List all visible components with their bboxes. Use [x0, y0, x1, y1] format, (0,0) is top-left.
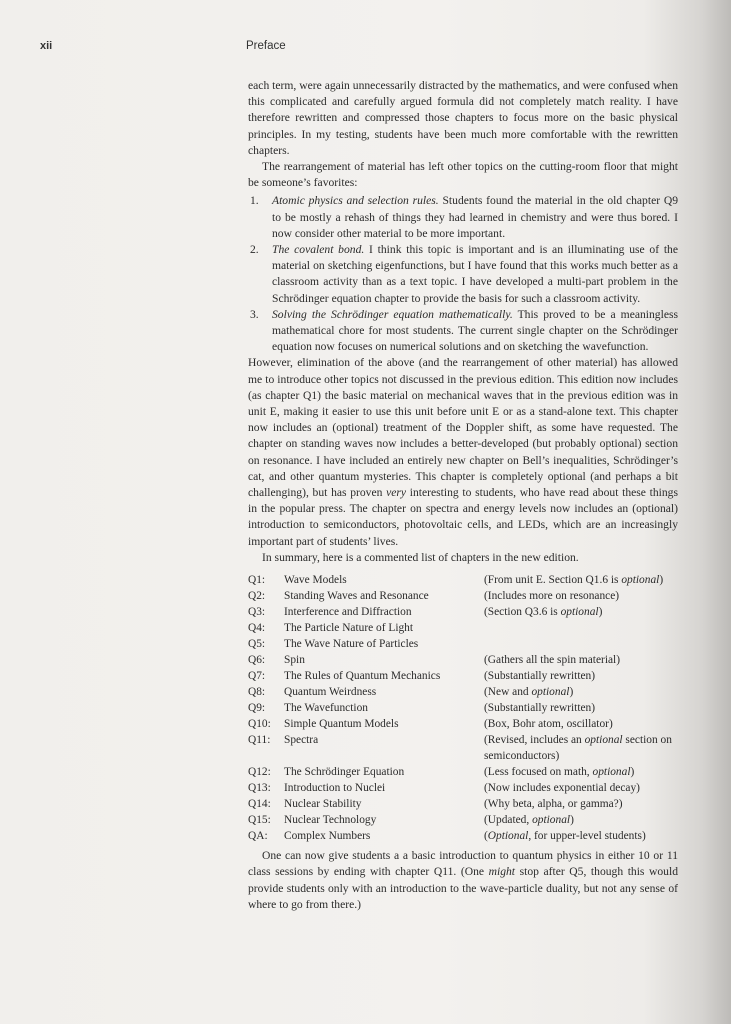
chapter-code: Q8: [248, 686, 266, 699]
chapter-title: The Schrödinger Equation [284, 766, 405, 779]
paragraph-closing: One can now give students a a basic introduction to quantum physics in either 10 or 11 class sessions by ending with chapter Q11. (One might stop after Q5, though this would provide students only with an introduction to the wave-particle duality, but not any sense of where to go from there.) [248, 849, 679, 911]
list-item: 2. The covalent bond. I think this topic is important and is an illuminating use of the material on sketching eigenfunctions, but I have found that this works much better as a classroom activity than as a text topic. I have developed a multi-part problem in the Schrödinger equation chapter to provide the basis for such a classroom activity. [250, 243, 678, 305]
paragraph-new-topics: However, elimination of the above (and the rearrangement of other material) has allowed me to introduce other topics not discussed in the previous edition. This edition now includes (as chapter Q1) the basic material on mechanical waves that in the previous edition was in unit E, making it easier to use this unit before unit E or as a stand-alone text. This chapter now includes an (optional) treatment of the Doppler shift, as some have requested. The chapter on standing waves now includes a better-developed (but probably optional) section on resonance. I have included an entirely new chapter on Bell’s inequalities, Schrödinger’s cat, and other quantum mysteries. This chapter is completely optional (and perhaps a bit challenging), but has proven very interesting to students, who have read about these things in the popular press. The chapter on spectra and energy levels now includes an (optional) introduction to semiconductors, photovoltaic cells, and LEDs, which are an increasingly important part of students’ lives. [248, 356, 678, 548]
chapter-code: Q1: [248, 574, 266, 587]
chapter-code: Q2: [248, 590, 266, 603]
chapter-row [248, 796, 678, 812]
paragraph-summary-intro: In summary, here is a commented list of chapters in the new edition. [262, 550, 579, 564]
list-item: 1. Atomic physics and selection rules. Students found the material in the old chapter Q9 to be mostly a rehash of things they had learned in chemistry and were thus bored. I now consider other material to be more important. [250, 194, 679, 240]
chapter-row [248, 716, 678, 732]
chapter-code: Q13: [248, 782, 271, 795]
chapter-title: Spectra [284, 734, 319, 747]
chapter-code: Q6: [248, 654, 266, 667]
chapter-code: Q15: [248, 814, 271, 827]
chapter-title: Spin [284, 654, 305, 667]
chapter-note: (From unit E. Section Q1.6 is optional) [484, 574, 664, 587]
chapter-code: Q3: [248, 606, 266, 619]
chapter-code: Q10: [248, 718, 271, 731]
chapter-note: (Includes more on resonance) [484, 590, 620, 603]
chapter-code: Q5: [248, 638, 266, 651]
chapter-row [248, 636, 678, 652]
chapter-note: (Box, Bohr atom, oscillator) [484, 718, 613, 731]
list-item: 3. Solving the Schrödinger equation mathematically. This proved to be a meaningless mathematical chore for most students. The current single chapter on the Schrödinger equation now focuses on numerical solutions and on sketching the wavefunction. [250, 307, 678, 354]
chapter-code: Q4: [248, 622, 266, 635]
topic-title: Atomic physics and selection rules. [272, 194, 439, 208]
chapter-row [248, 620, 678, 636]
chapter-row [248, 828, 678, 844]
chapter-note: (Gathers all the spin material) [484, 654, 621, 667]
chapter-code: Q14: [248, 798, 271, 811]
body-text [248, 78, 678, 913]
chapter-note: (Optional, for upper-level students) [484, 830, 646, 843]
chapter-note: (Now includes exponential decay) [484, 782, 640, 795]
chapter-title: The Wave Nature of Particles [284, 638, 419, 651]
chapter-code: Q7: [248, 670, 266, 683]
chapter-note: (Updated, optional) [484, 814, 574, 827]
chapter-row [248, 588, 678, 604]
chapter-note: (Substantially rewritten) [484, 702, 596, 715]
chapter-note: (New and optional) [484, 686, 574, 699]
chapter-title: The Wavefunction [284, 702, 368, 715]
chapter-row [248, 572, 678, 588]
chapter-code: Q11: [248, 734, 271, 747]
chapter-title: The Rules of Quantum Mechanics [284, 670, 441, 683]
chapter-row [248, 732, 678, 764]
paragraph-rearrangement: The rearrangement of material has left other topics on the cutting-room floor that might be someone’s favorites: [248, 160, 678, 190]
chapter-row [248, 780, 678, 796]
chapter-list [248, 572, 678, 844]
chapter-title: Complex Numbers [284, 830, 371, 843]
page-number: xii [40, 40, 53, 52]
chapter-title: Nuclear Technology [284, 814, 377, 827]
chapter-row [248, 764, 678, 780]
chapter-row [248, 700, 678, 716]
chapter-code: Q12: [248, 766, 271, 779]
chapter-note [484, 636, 678, 652]
chapter-title: Standing Waves and Resonance [284, 590, 429, 603]
chapter-note: (Less focused on math, optional) [484, 766, 635, 779]
chapter-title: Wave Models [284, 574, 347, 587]
topic-title: The covalent bond. [272, 243, 365, 257]
topic-title: Solving the Schrödinger equation mathematically. [272, 307, 513, 321]
chapter-row [248, 684, 678, 700]
chapter-title: Quantum Weirdness [284, 686, 377, 699]
chapter-note: (Substantially rewritten) [484, 670, 596, 683]
chapter-title: Introduction to Nuclei [284, 782, 386, 795]
chapter-row [248, 812, 678, 828]
removed-topics-list [248, 193, 678, 355]
chapter-title: Nuclear Stability [284, 798, 362, 811]
chapter-title: Interference and Diffraction [284, 606, 412, 619]
chapter-note: (Section Q3.6 is optional) [484, 606, 603, 619]
chapter-title: Simple Quantum Models [284, 718, 399, 731]
paragraph-continued: each term, were again unnecessarily distracted by the mathematics, and were confused when this complicated and carefully argued formula did not completely match reality. I have therefore rewritten and compressed those chapters to focus more on the basic physical principles. In my testing, students have been much more comfortable with the rewritten chapters. [248, 79, 678, 157]
chapter-note: (Why beta, alpha, or gamma?) [484, 798, 623, 811]
chapter-note: (Revised, includes an optional section on semiconductors) [484, 734, 672, 763]
chapter-row [248, 668, 678, 684]
chapter-code: QA: [248, 830, 268, 843]
chapter-note [484, 620, 678, 636]
chapter-code: Q9: [248, 702, 266, 715]
chapter-title: The Particle Nature of Light [284, 622, 414, 635]
running-head: Preface [246, 40, 286, 52]
chapter-row [248, 652, 678, 668]
chapter-row [248, 604, 678, 620]
